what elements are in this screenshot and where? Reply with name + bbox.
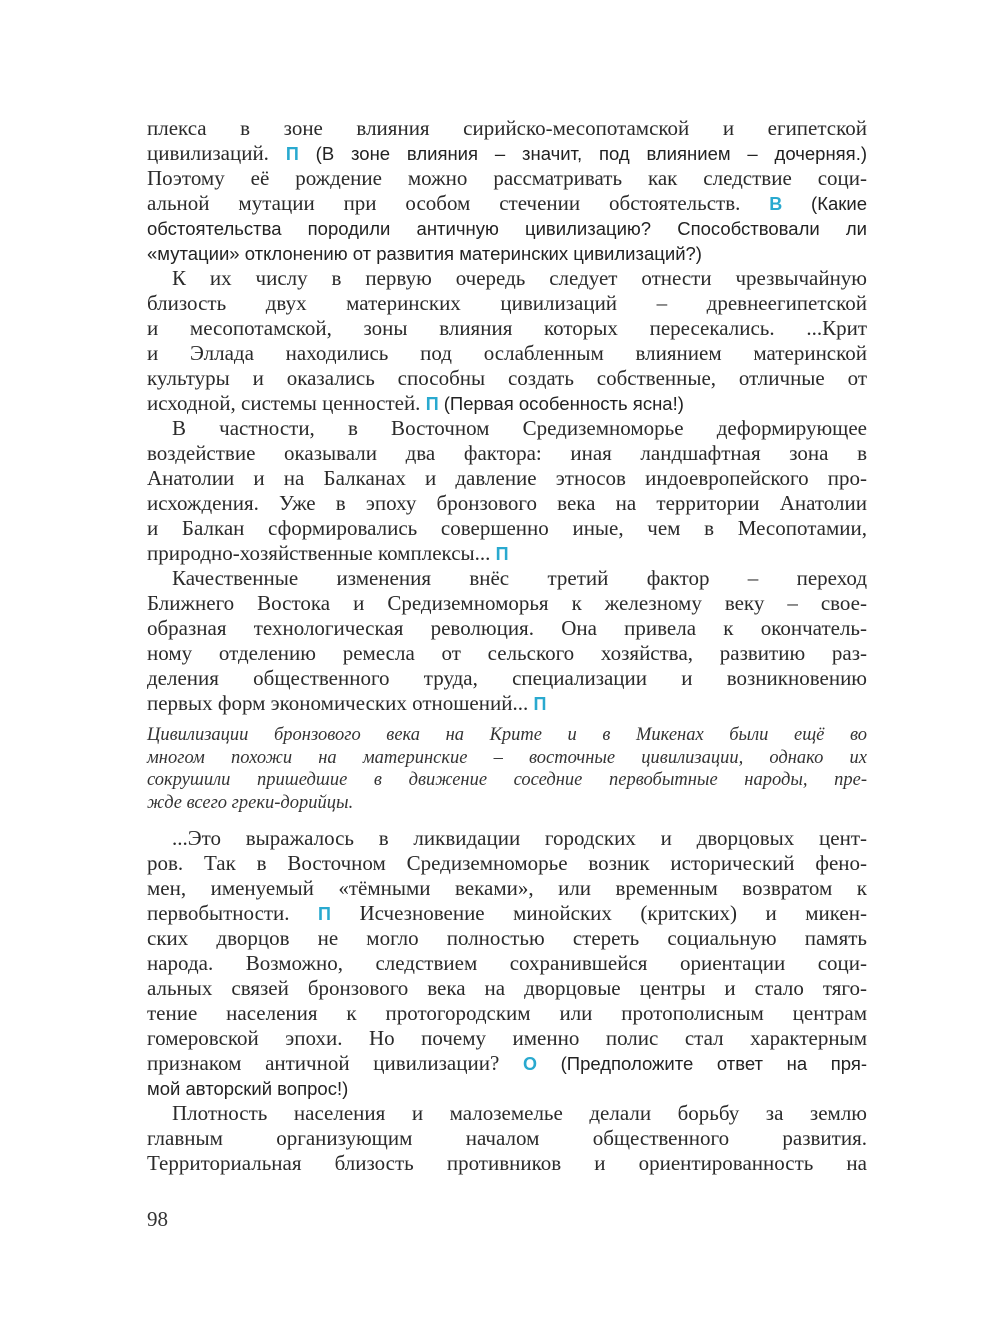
body-text: первобытности. bbox=[147, 901, 319, 925]
body-text: ...Это выражалось в ликвидации городских и дворцовых цент- bbox=[172, 826, 867, 850]
text-line bbox=[147, 901, 867, 926]
body-text: культуры и оказались способны создать собственные, отличные от bbox=[147, 366, 867, 390]
body-text: ров. Так в Восточном Средиземноморье возник исторический фено- bbox=[147, 851, 867, 875]
text-line bbox=[147, 641, 867, 666]
text-line bbox=[147, 1126, 867, 1151]
body-text: ских дворцов не могло полностью стереть социальную память bbox=[147, 926, 867, 950]
body-text: исходной, системы ценностей. bbox=[147, 391, 426, 415]
body-text: сокрушили пришедшие в движение соседние первобытные народы, пре- bbox=[147, 770, 867, 790]
text-line bbox=[147, 1076, 867, 1101]
author-comment: (Какие bbox=[782, 193, 867, 214]
text-line bbox=[147, 926, 867, 951]
text-line bbox=[147, 1051, 867, 1076]
text-line bbox=[147, 216, 867, 241]
text-line bbox=[147, 366, 867, 391]
body-text: Исчезновение минойских (критских) и микен- bbox=[330, 901, 867, 925]
body-text: ному отделению ремесла от сельского хозяйства, развитию раз- bbox=[147, 641, 867, 665]
text-line bbox=[147, 491, 867, 516]
author-comment: обстоятельства породили античную цивилизацию? Способствовали ли bbox=[147, 218, 867, 239]
text-line bbox=[147, 951, 867, 976]
body-text: альных связей бронзового века на дворцовые центры и стало тяго- bbox=[147, 976, 867, 1000]
text-line bbox=[147, 1151, 867, 1176]
text-line bbox=[147, 851, 867, 876]
body-text: альной мутации при особом стечении обстоятельств. bbox=[147, 191, 770, 215]
text-line bbox=[147, 566, 867, 591]
body-text: близость двух материнских цивилизаций – древнеегипетской bbox=[147, 291, 867, 315]
text-line bbox=[147, 116, 867, 141]
body-text: Анатолии и на Балканах и давление этносов индоевропейского про- bbox=[147, 466, 867, 490]
text-line bbox=[147, 316, 867, 341]
body-text: В частности, в Восточном Средиземноморье деформирующее bbox=[172, 416, 867, 440]
text-block bbox=[147, 826, 867, 1176]
text-line bbox=[147, 826, 867, 851]
text-block bbox=[147, 116, 867, 716]
text-line bbox=[147, 876, 867, 901]
body-text: исхождения. Уже в эпоху бронзового века на территории Анатолии bbox=[147, 491, 867, 515]
text-line bbox=[147, 769, 867, 792]
body-text: многом похожи на материнские – восточные цивилизации, однако их bbox=[147, 747, 867, 768]
author-comment: мой авторский вопрос!) bbox=[147, 1078, 349, 1099]
text-line bbox=[147, 792, 867, 815]
italic-quote-block bbox=[147, 724, 867, 814]
body-text: и месопотамской, зоны влияния которых пересекались. ...Крит bbox=[147, 316, 867, 340]
text-line bbox=[147, 591, 867, 616]
marker-icon: П bbox=[533, 694, 547, 714]
text-line bbox=[147, 266, 867, 291]
marker-icon: П bbox=[425, 394, 439, 414]
body-text: природно-хозяйственные комплексы... bbox=[147, 541, 496, 565]
body-text: и Эллада находились под ослабленным влиянием материнской bbox=[147, 341, 867, 365]
body-text: главным организующим началом общественного развития. bbox=[147, 1126, 867, 1150]
body-text: воздействие оказывали два фактора: иная ландшафтная зона в bbox=[147, 441, 867, 465]
body-text: образная технологическая революция. Она привела к окончатель- bbox=[147, 616, 867, 640]
text-line bbox=[147, 666, 867, 691]
text-line bbox=[147, 976, 867, 1001]
body-text: гомеровской эпохи. Но почему именно полис стал характерным bbox=[147, 1026, 867, 1050]
author-comment: (В зоне влияния – значит, под влиянием – дочерняя.) bbox=[298, 143, 868, 164]
marker-icon: О bbox=[523, 1054, 538, 1074]
text-line bbox=[147, 541, 867, 566]
text-line bbox=[147, 516, 867, 541]
author-comment: «мутации» отклонению от развития материнских цивилизаций?) bbox=[147, 243, 702, 264]
text-line bbox=[147, 1026, 867, 1051]
body-text: жде всего греки-дорийцы. bbox=[147, 792, 354, 813]
body-text: первых форм экономических отношений... bbox=[147, 691, 534, 715]
text-line bbox=[147, 1001, 867, 1026]
text-line bbox=[147, 747, 867, 770]
author-comment: (Предположите ответ на пря- bbox=[537, 1053, 867, 1074]
author-comment: (Первая особенность ясна!) bbox=[438, 393, 684, 414]
body-text: Цивилизации бронзового века на Крите и в Микенах были ещё во bbox=[147, 725, 867, 745]
marker-icon: В bbox=[769, 194, 783, 214]
body-text: мен, именуемый «тёмными веками», или временным возвратом к bbox=[147, 876, 867, 900]
marker-icon: П bbox=[318, 904, 331, 924]
text-line bbox=[147, 1101, 867, 1126]
body-text: К их числу в первую очередь следует отнести чрезвычайную bbox=[172, 266, 867, 290]
page-body bbox=[147, 116, 867, 1176]
text-line bbox=[147, 291, 867, 316]
body-text: Ближнего Востока и Средиземноморья к железному веку – свое- bbox=[147, 591, 867, 615]
body-text: деления общественного труда, специализации и возникновению bbox=[147, 666, 867, 690]
text-line bbox=[147, 616, 867, 641]
text-line bbox=[147, 241, 867, 266]
text-line bbox=[147, 341, 867, 366]
text-line bbox=[147, 724, 867, 747]
text-line bbox=[147, 391, 867, 416]
text-line bbox=[147, 691, 867, 716]
body-text: народа. Возможно, следствием сохранившейся ориентации соци- bbox=[147, 951, 867, 975]
body-text: плекса в зоне влияния сирийско-месопотамской и египетской bbox=[147, 116, 867, 140]
marker-icon: П bbox=[285, 144, 299, 164]
text-line bbox=[147, 441, 867, 466]
body-text: Поэтому её рождение можно рассматривать как следствие соци- bbox=[147, 166, 867, 190]
marker-icon: П bbox=[495, 544, 509, 564]
body-text: тение населения к протогородским или протополисным центрам bbox=[147, 1001, 867, 1025]
body-text: Территориальная близость противников и ориентированность на bbox=[147, 1151, 867, 1175]
text-line bbox=[147, 466, 867, 491]
text-line bbox=[147, 141, 867, 166]
body-text: и Балкан сформировались совершенно иные, чем в Месопотамии, bbox=[147, 516, 867, 540]
text-line bbox=[147, 166, 867, 191]
text-line bbox=[147, 416, 867, 441]
body-text: Качественные изменения внёс третий фактор – переход bbox=[172, 566, 867, 590]
body-text: Плотность населения и малоземелье делали борьбу за землю bbox=[172, 1101, 867, 1125]
page-number: 98 bbox=[147, 1207, 168, 1231]
body-text: цивилизаций. bbox=[147, 141, 286, 165]
body-text: признаком античной цивилизации? bbox=[147, 1051, 523, 1075]
text-line bbox=[147, 191, 867, 216]
